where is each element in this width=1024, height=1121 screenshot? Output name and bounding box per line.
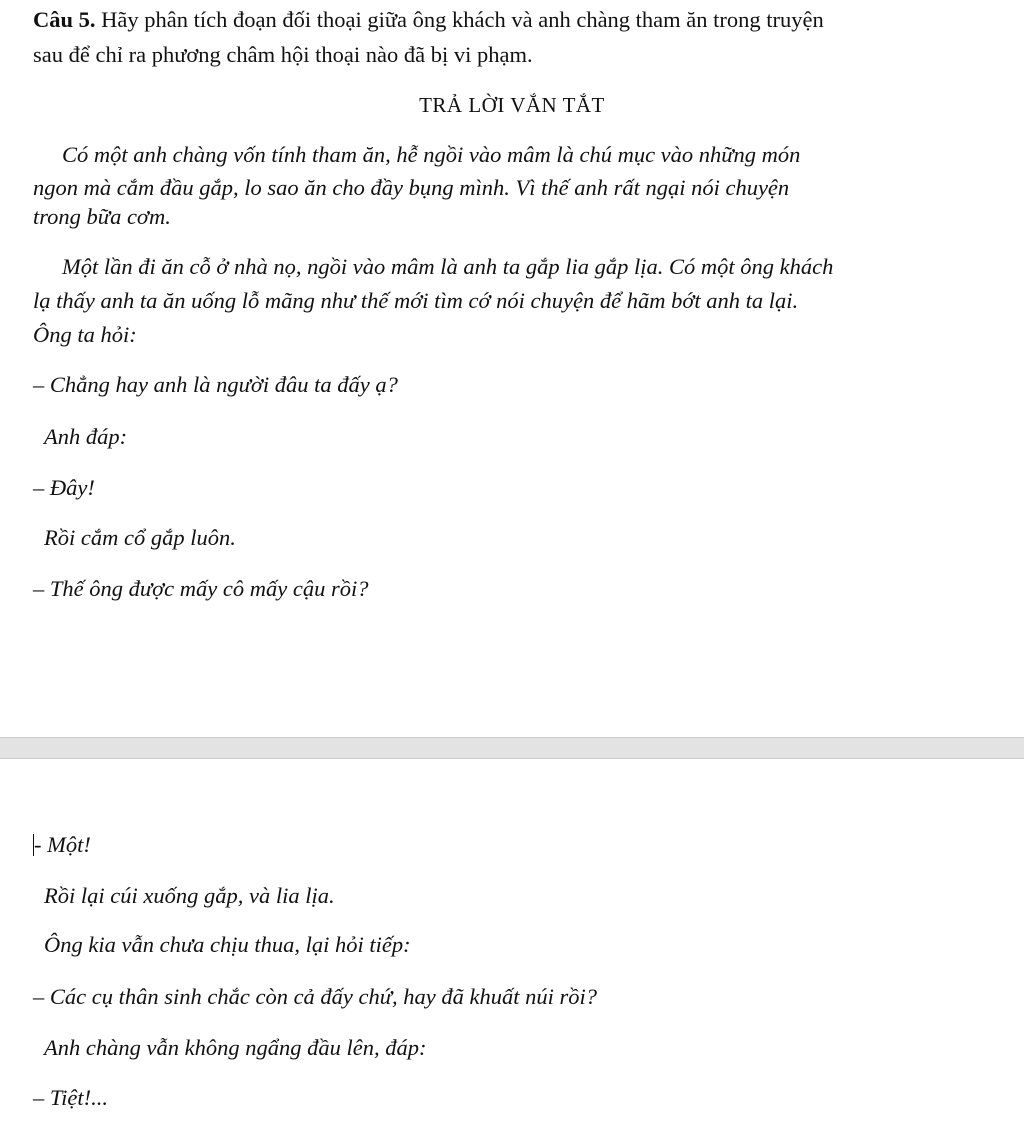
dialogue-line: – Các cụ thân sinh chắc còn cả đấy chứ, hay đã khuất núi rồi? [33, 984, 598, 1009]
section-heading: TRẢ LỜI VẮN TẮT [419, 93, 605, 117]
story-line: Một lần đi ăn cỗ ở nhà nọ, ngồi vào mâm là anh ta gắp lia gắp lịa. Có một ông khách [62, 254, 834, 279]
story-line: lạ thấy anh ta ăn uống lỗ mãng như thế mới tìm cớ nói chuyện để hãm bớt anh ta lại. [33, 288, 799, 313]
dialogue-line: Anh chàng vẫn không ngẩng đầu lên, đáp: [44, 1035, 427, 1060]
dialogue-line: Rồi lại cúi xuống gắp, và lia lịa. [44, 883, 335, 908]
page-break-gap [0, 737, 1024, 759]
question-text-1: Hãy phân tích đoạn đối thoại giữa ông khách và anh chàng tham ăn trong truyện [101, 7, 824, 32]
dialogue-text: - Một! [34, 832, 91, 857]
story-line: trong bữa cơm. [33, 204, 171, 229]
dialogue-line: – Thế ông được mấy cô mấy cậu rồi? [33, 576, 369, 601]
question-label: Câu 5. [33, 7, 96, 32]
dialogue-line: Anh đáp: [44, 424, 128, 449]
story-line: Ông ta hỏi: [33, 322, 137, 347]
dialogue-line: Ông kia vẫn chưa chịu thua, lại hỏi tiếp: [44, 932, 411, 957]
document-page-bottom [0, 759, 1024, 1121]
dialogue-line [33, 831, 91, 859]
dialogue-line: – Chẳng hay anh là người đâu ta đấy ạ? [33, 372, 398, 397]
question-line-2: sau để chỉ ra phương châm hội thoại nào đã bị vi phạm. [33, 42, 533, 67]
question-line-1 [33, 6, 824, 34]
story-line: ngon mà cắm đầu gắp, lo sao ăn cho đầy bụng mình. Vì thế anh rất ngại nói chuyện [33, 175, 790, 200]
dialogue-line: – Đây! [33, 475, 95, 500]
story-line: Có một anh chàng vốn tính tham ăn, hễ ngồi vào mâm là chú mục vào những món [62, 142, 801, 167]
dialogue-line: Rồi cắm cổ gắp luôn. [44, 525, 236, 550]
dialogue-line: – Tiệt!... [33, 1085, 109, 1110]
